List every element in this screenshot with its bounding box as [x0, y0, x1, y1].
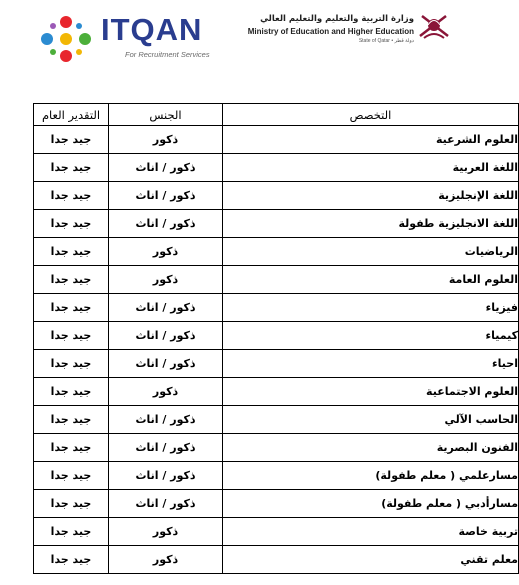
specialization-cell: اللغة الانجليزية طفولة — [223, 210, 519, 238]
table-row — [34, 210, 519, 238]
grade-cell: جيد جدا — [34, 518, 109, 546]
itqan-tagline: For Recruitment Services — [125, 50, 210, 59]
gender-cell: ذكور / اناث — [109, 406, 223, 434]
table-row — [34, 546, 519, 574]
column-header-specialization: التخصص — [223, 104, 519, 126]
ministry-name-arabic: وزارة التربية والتعليم والتعليم العالي — [260, 14, 414, 24]
table-row — [34, 294, 519, 322]
grade-cell: جيد جدا — [34, 322, 109, 350]
table-row — [34, 238, 519, 266]
ministry-name-english: Ministry of Education and Higher Education — [247, 27, 414, 36]
grade-cell: جيد جدا — [34, 434, 109, 462]
specialization-cell: معلم تقني — [223, 546, 519, 574]
table-row — [34, 378, 519, 406]
gender-cell: ذكور — [109, 518, 223, 546]
specialization-cell: الحاسب الآلي — [223, 406, 519, 434]
specialization-cell: العلوم العامة — [223, 266, 519, 294]
grade-cell: جيد جدا — [34, 182, 109, 210]
table-row — [34, 406, 519, 434]
table-row — [34, 154, 519, 182]
table-row — [34, 434, 519, 462]
specialization-cell: فيزياء — [223, 294, 519, 322]
column-header-gender: الجنس — [109, 104, 223, 126]
gender-cell: ذكور / اناث — [109, 350, 223, 378]
ministry-state-label: State of Qatar • دولة قطر — [358, 38, 414, 44]
gender-cell: ذكور — [109, 546, 223, 574]
table-row — [34, 350, 519, 378]
specialization-cell: العلوم الشرعية — [223, 126, 519, 154]
gender-cell: ذكور / اناث — [109, 462, 223, 490]
table-row — [34, 462, 519, 490]
grade-cell: جيد جدا — [34, 406, 109, 434]
grade-cell: جيد جدا — [34, 294, 109, 322]
gender-cell: ذكور / اناث — [109, 182, 223, 210]
grade-cell: جيد جدا — [34, 154, 109, 182]
gender-cell: ذكور / اناث — [109, 210, 223, 238]
specialization-cell: اللغة العربية — [223, 154, 519, 182]
gender-cell: ذكور — [109, 266, 223, 294]
grade-cell: جيد جدا — [34, 210, 109, 238]
table-header-row — [34, 104, 519, 126]
grade-cell: جيد جدا — [34, 126, 109, 154]
grade-cell: جيد جدا — [34, 350, 109, 378]
specialization-cell: احياء — [223, 350, 519, 378]
table-row — [34, 182, 519, 210]
gender-cell: ذكور / اناث — [109, 490, 223, 518]
itqan-wordmark: ITQAN — [101, 12, 203, 47]
table-row — [34, 322, 519, 350]
grade-cell: جيد جدا — [34, 238, 109, 266]
grade-cell: جيد جدا — [34, 266, 109, 294]
specialization-cell: كيمياء — [223, 322, 519, 350]
table-row — [34, 518, 519, 546]
gender-cell: ذكور — [109, 378, 223, 406]
table-row — [34, 266, 519, 294]
grade-cell: جيد جدا — [34, 462, 109, 490]
column-header-grade: التقدير العام — [34, 104, 109, 126]
table-row — [34, 126, 519, 154]
gender-cell: ذكور / اناث — [109, 434, 223, 462]
specialization-cell: مسارأدبي ( معلم طفولة) — [223, 490, 519, 518]
specialization-cell: العلوم الاجتماعية — [223, 378, 519, 406]
itqan-logo-icon — [33, 14, 99, 64]
page-header — [0, 0, 519, 100]
specialization-cell: تربية خاصة — [223, 518, 519, 546]
specialization-cell: الفنون البصرية — [223, 434, 519, 462]
itqan-logo — [33, 8, 223, 63]
specializations-table — [33, 103, 519, 574]
gender-cell: ذكور — [109, 238, 223, 266]
grade-cell: جيد جدا — [34, 378, 109, 406]
specialization-cell: مسارعلمي ( معلم طفولة) — [223, 462, 519, 490]
ministry-logo — [238, 10, 458, 50]
grade-cell: جيد جدا — [34, 490, 109, 518]
gender-cell: ذكور — [109, 126, 223, 154]
specialization-cell: الرياضيات — [223, 238, 519, 266]
table-body — [34, 126, 519, 574]
gender-cell: ذكور / اناث — [109, 322, 223, 350]
grade-cell: جيد جدا — [34, 546, 109, 574]
specialization-cell: اللغة الإنجليزية — [223, 182, 519, 210]
table-row — [34, 490, 519, 518]
gender-cell: ذكور / اناث — [109, 154, 223, 182]
qatar-emblem-icon — [416, 10, 452, 42]
gender-cell: ذكور / اناث — [109, 294, 223, 322]
